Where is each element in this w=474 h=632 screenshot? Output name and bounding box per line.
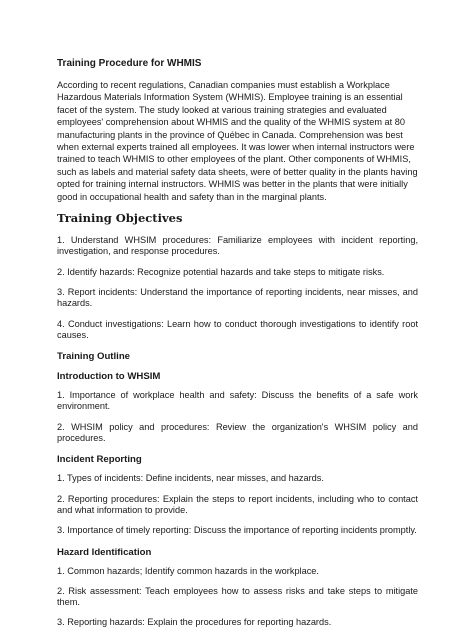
introduction-item: 2. WHSIM policy and procedures: Review the organization's WHSIM policy and procedures. (57, 421, 418, 444)
outline-heading: Training Outline (57, 351, 131, 363)
objective-item: 3. Report incidents: Understand the importance of reporting incidents, near misses, and hazards. (57, 286, 418, 309)
document-title: Training Procedure for WHMIS (57, 58, 202, 69)
hazard-identification-heading: Hazard Identification (57, 546, 152, 558)
incident-reporting-item: 1. Types of incidents: Define incidents, near misses, and hazards. (57, 473, 324, 484)
objective-item: 4. Conduct investigations: Learn how to conduct thorough investigations to identify root causes. (57, 318, 418, 340)
incident-reporting-item: 2. Reporting procedures: Explain the steps to report incidents, including who to contact and what information to provide. (57, 493, 418, 515)
introduction-heading: Introduction to WHSIM (57, 371, 161, 383)
objective-item: 2. Identify hazards: Recognize potential hazards and take steps to mitigate risks. (57, 266, 385, 277)
objective-item: 1. Understand WHSIM procedures: Familiarize employees with incident reporting, investigation, and response procedures. (57, 235, 418, 257)
intro-paragraph: According to recent regulations, Canadian companies must establish a Workplace Hazardous Materials Information System (WHMIS). Employee training is an essential facet of the system. The study looked at various training strategies and evaluated employees' comprehension about WHMIS and the quality of the WHMIS system at 80 manufacturing plants in the province of Québec in Canada. Comprehension was best when external experts trained all employees. It was lower when internal instructors were trained to teach WHMIS to other employees of the plant. Other components of WHMIS, such as labels and material safety data sheets, were of better quality in the plants having opted for training internal instructors. WHMIS was better in the plants that were initially good in occupational health and safety than in the marginal plants. (57, 80, 418, 202)
introduction-item: 1. Importance of workplace health and safety: Discuss the benefits of a safe work environment. (57, 390, 418, 412)
incident-reporting-item: 3. Importance of timely reporting: Discuss the importance of reporting incidents promptly. (57, 525, 417, 536)
incident-reporting-heading: Incident Reporting (57, 454, 142, 466)
hazard-identification-item: 3. Reporting hazards: Explain the procedures for reporting hazards. (57, 617, 332, 628)
hazard-identification-item: 2. Risk assessment: Teach employees how to assess risks and take steps to mitigate them. (57, 585, 418, 608)
objectives-heading: Training Objectives (57, 211, 183, 226)
hazard-identification-item: 1. Common hazards; Identify common hazards in the workplace. (57, 565, 319, 576)
